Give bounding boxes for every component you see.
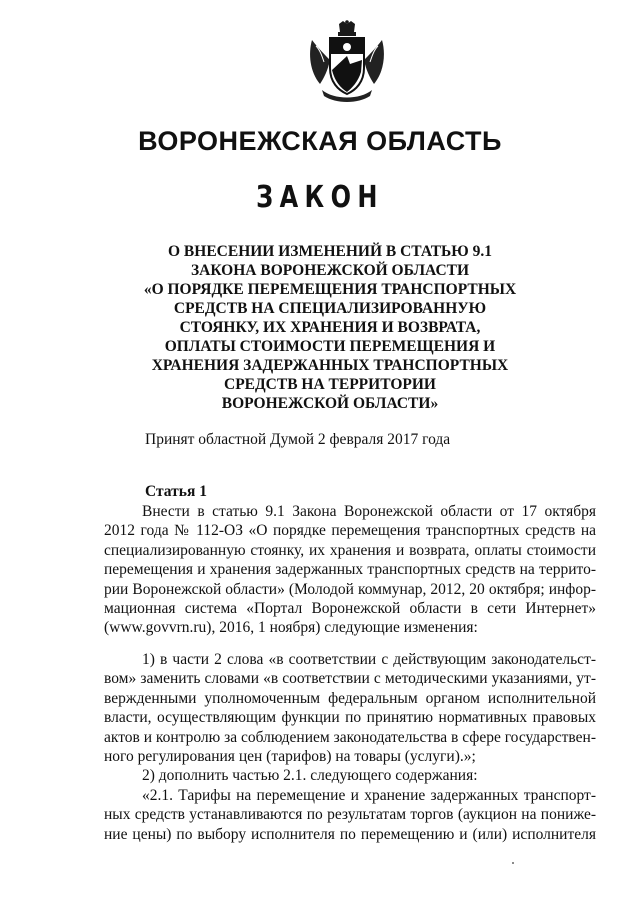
region-name: ВОРОНЕЖСКАЯ ОБЛАСТЬ bbox=[138, 126, 502, 156]
text-line: Внести в статью 9.1 Закона Воронежской области от 17 октября bbox=[142, 503, 596, 520]
text-line: вержденными уполномоченным федеральным органом исполнительной bbox=[104, 689, 596, 707]
scan-speck bbox=[512, 862, 514, 864]
text-line: ных средств устанавливаются по результатам торгов (аукцион на пониже- bbox=[104, 806, 596, 824]
text-line: ного регулирования цен (тарифов) на товары (услуги).»; bbox=[104, 747, 476, 765]
title-line: ВОРОНЕЖСКОЙ ОБЛАСТИ» bbox=[221, 395, 439, 412]
article-heading: Статья 1 bbox=[145, 483, 207, 500]
text-line: власти, осуществляющим функции по принятию нормативных правовых bbox=[104, 709, 596, 727]
title-line: СТОЯНКУ, ИХ ХРАНЕНИЯ И ВОЗВРАТА, bbox=[179, 319, 481, 336]
coat-of-arms-icon bbox=[306, 20, 388, 106]
title-line: ОПЛАТЫ СТОИМОСТИ ПЕРЕМЕЩЕНИЯ И bbox=[164, 338, 496, 355]
text-line: (www.govvrn.ru), 2016, 1 ноября) следующие изменения: bbox=[104, 619, 478, 637]
text-line: рии Воронежской области» (Молодой коммунар, 2012, 20 октября; инфор- bbox=[104, 580, 596, 598]
text-line: мационная система «Портал Воронежской области в сети Интернет» bbox=[104, 599, 596, 617]
title-line: СРЕДСТВ НА СПЕЦИАЛИЗИРОВАННУЮ bbox=[173, 300, 487, 317]
text-line: 1) в части 2 слова «в соответствии с действующим законодательст- bbox=[142, 651, 596, 668]
amendment-quote bbox=[104, 786, 596, 844]
text-line: 2012 года № 112-ОЗ «О порядке перемещения транспортных средств на bbox=[104, 522, 596, 540]
text-line: «2.1. Тарифы на перемещение и хранение задержанных транспорт- bbox=[142, 787, 596, 804]
document-type: ЗАКОН bbox=[256, 180, 384, 215]
text-line: 2) дополнить частью 2.1. следующего содержания: bbox=[142, 767, 478, 784]
article-intro bbox=[104, 502, 596, 638]
text-line: актов и контролю за соблюдением законодательства в сфере государствен- bbox=[104, 728, 596, 746]
text-line: перемещения и хранения задержанных транспортных средств на террито- bbox=[104, 561, 596, 579]
title-line: СРЕДСТВ НА ТЕРРИТОРИИ bbox=[224, 376, 436, 393]
title-line: ЗАКОНА ВОРОНЕЖСКОЙ ОБЛАСТИ bbox=[190, 262, 470, 279]
amendment-item-1 bbox=[104, 650, 596, 766]
adoption-note: Принят областной Думой 2 февраля 2017 года bbox=[145, 431, 451, 448]
text-line: вом» заменить словами «в соответствии с методическими указаниями, ут- bbox=[104, 670, 596, 688]
law-title bbox=[120, 242, 540, 413]
amendment-item-2 bbox=[104, 766, 596, 785]
title-line: О ВНЕСЕНИИ ИЗМЕНЕНИЙ В СТАТЬЮ 9.1 bbox=[168, 243, 492, 260]
title-line: «О ПОРЯДКЕ ПЕРЕМЕЩЕНИЯ ТРАНСПОРТНЫХ bbox=[143, 281, 517, 298]
title-line: ХРАНЕНИЯ ЗАДЕРЖАННЫХ ТРАНСПОРТНЫХ bbox=[151, 357, 509, 374]
text-line: специализированную стоянку, их хранения и возврата, оплаты стоимости bbox=[104, 541, 596, 559]
text-line: ние цены) по выбору исполнителя по перемещению и (или) исполнителя bbox=[104, 825, 596, 843]
